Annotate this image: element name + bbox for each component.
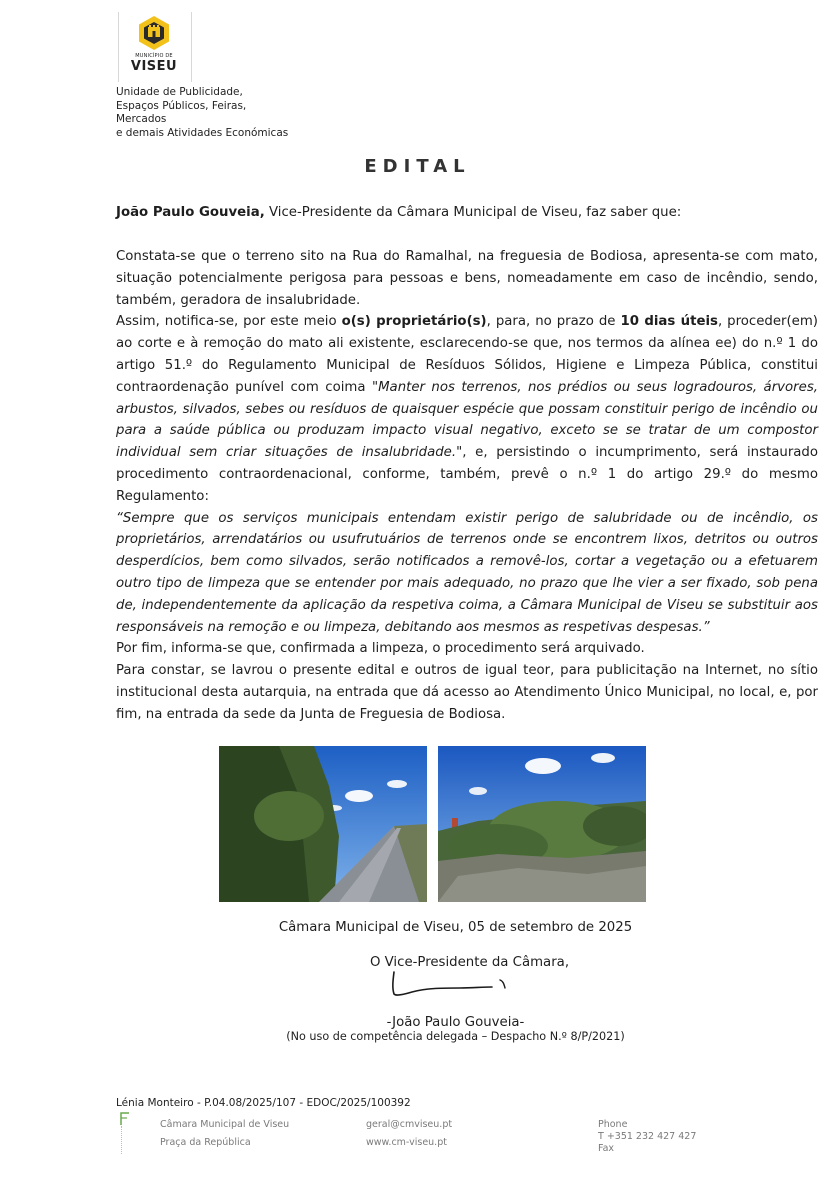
document-title: EDITAL — [364, 156, 471, 177]
document-reference: Lénia Monteiro - P.04.08/2025/107 - EDOC/2025/100392 — [116, 1097, 411, 1109]
logo-name: VISEU — [130, 59, 178, 74]
unit-line: Espaços Públicos, Feiras, — [116, 99, 247, 112]
paragraph-publication: Para constar, se lavrou o presente edital e outros de igual teor, para publicitação na Internet, no sítio institucional desta autarquia, na entrada que dá acesso ao Atendimento Único Municipal, no local, e, por fim, na entrada da sede da Junta de Freguesia de Bodiosa. — [116, 663, 818, 722]
footer-line: T +351 232 427 427 — [598, 1131, 697, 1142]
logo-small-text: MUNICÍPIO DE — [135, 53, 173, 59]
footer-line: Praça da República — [160, 1137, 251, 1148]
footer-address — [160, 1119, 289, 1149]
issuer-name: João Paulo Gouveia, — [116, 205, 265, 220]
footer-email[interactable]: geral@cmviseu.pt — [366, 1119, 453, 1130]
text-span: , proceder(em) ao corte e à remoção do mato ali existente, esclarecendo-se que, nos termos da alínea ee) do n.º 1 do artigo 51.º do Regulamento Municipal de Resíduos Sólidos, Higiene e Limpeza Pública, constitui contraordenação punível com coima — [116, 314, 818, 395]
paragraph-situation: Constata-se que o terreno sito na Rua do Ramalhal, na freguesia de Bodiosa, apresenta-se com mato, situação potencialmente perigosa para pessoas e bens, nomeadamente em caso de incêndio, sendo, também, geradora de insalubridade. — [116, 249, 818, 308]
site-photo-road — [219, 746, 427, 902]
footer-line: Câmara Municipal de Viseu — [160, 1119, 290, 1130]
delegation-note: (No uso de competência delegada – Despacho N.º 8/P/2021) — [286, 1030, 625, 1043]
footer-dotted-divider — [121, 1126, 123, 1156]
intro-line — [116, 202, 818, 224]
unit-line: Mercados — [116, 113, 167, 125]
signer-title: O Vice-Presidente da Câmara, — [369, 955, 570, 970]
page-bottom-edge — [0, 1154, 835, 1181]
handwritten-signature-icon — [382, 970, 522, 1004]
footer-line: Fax — [598, 1143, 615, 1154]
footer-website[interactable]: www.cm-viseu.pt — [366, 1137, 447, 1148]
deadline: 10 dias úteis — [620, 314, 718, 330]
intro-rest: Vice-Presidente da Câmara Municipal de Viseu, faz saber que: — [264, 205, 682, 220]
paragraph-closure: Por fim, informa-se que, confirmada a limpeza, o procedimento será arquivado. — [116, 641, 645, 657]
paragraph-notification — [116, 311, 818, 507]
article-quote: “Sempre que os serviços municipais entendam existir perigo de salubridade ou de incêndio, os proprietários, arrendatários ou usufrutuários de terrenos onde se encontrem lixos, detritos ou outros desperdícios, bem como silvados, serão notificados a removê-los, cortar a vegetação ou a efetuarem outro tipo de limpeza que se entender por mais adequado, no prazo que lhe vier a ser fixado, sob pena de, independentemente da aplicação da respetiva coima, a Câmara Municipal de Viseu se substituir aos responsáveis na remoção e ou limpeza, debitando aos mesmos as respetivas despesas.” — [116, 510, 818, 635]
footer-contacts — [366, 1119, 452, 1149]
unit-line: Unidade de Publicidade, — [116, 86, 243, 98]
place-and-date: Câmara Municipal de Viseu, 05 de setembro de 2025 — [278, 920, 633, 935]
signer-name: -João Paulo Gouveia- — [386, 1015, 525, 1030]
footer-phone — [598, 1119, 696, 1155]
municipal-crest-icon — [136, 15, 172, 51]
text-span: , e, persistindo o incumprimento, será instaurado procedimento contraordenacional, conforme, também, prevê o n.º 1 do artigo 29.º do mesmo Regulamento: — [116, 445, 819, 504]
addressee: o(s) proprietário(s) — [341, 314, 487, 330]
notice-body — [116, 246, 818, 726]
footer-mark-icon — [118, 1110, 132, 1126]
regulation-quote: "Manter nos terrenos, nos prédios ou seus logradouros, árvores, arbustos, silvados, sebes ou resíduos de quaisquer espécie que possam constituir perigo de incêndio ou para a saúde pública ou produzam impacto visual negativo, exceto se se tratar de um compostor individual sem criar situações de insalubridade." — [116, 379, 818, 461]
unit-line: e demais Atividades Económicas — [116, 126, 289, 139]
paragraph-article-quote — [116, 508, 818, 639]
text-span: Assim, notifica-se, por este meio — [116, 314, 342, 330]
footer-line: Phone — [598, 1119, 628, 1130]
site-photo-vegetation — [438, 746, 646, 902]
text-span: , para, no prazo de — [486, 314, 621, 330]
unit-name — [116, 86, 288, 140]
